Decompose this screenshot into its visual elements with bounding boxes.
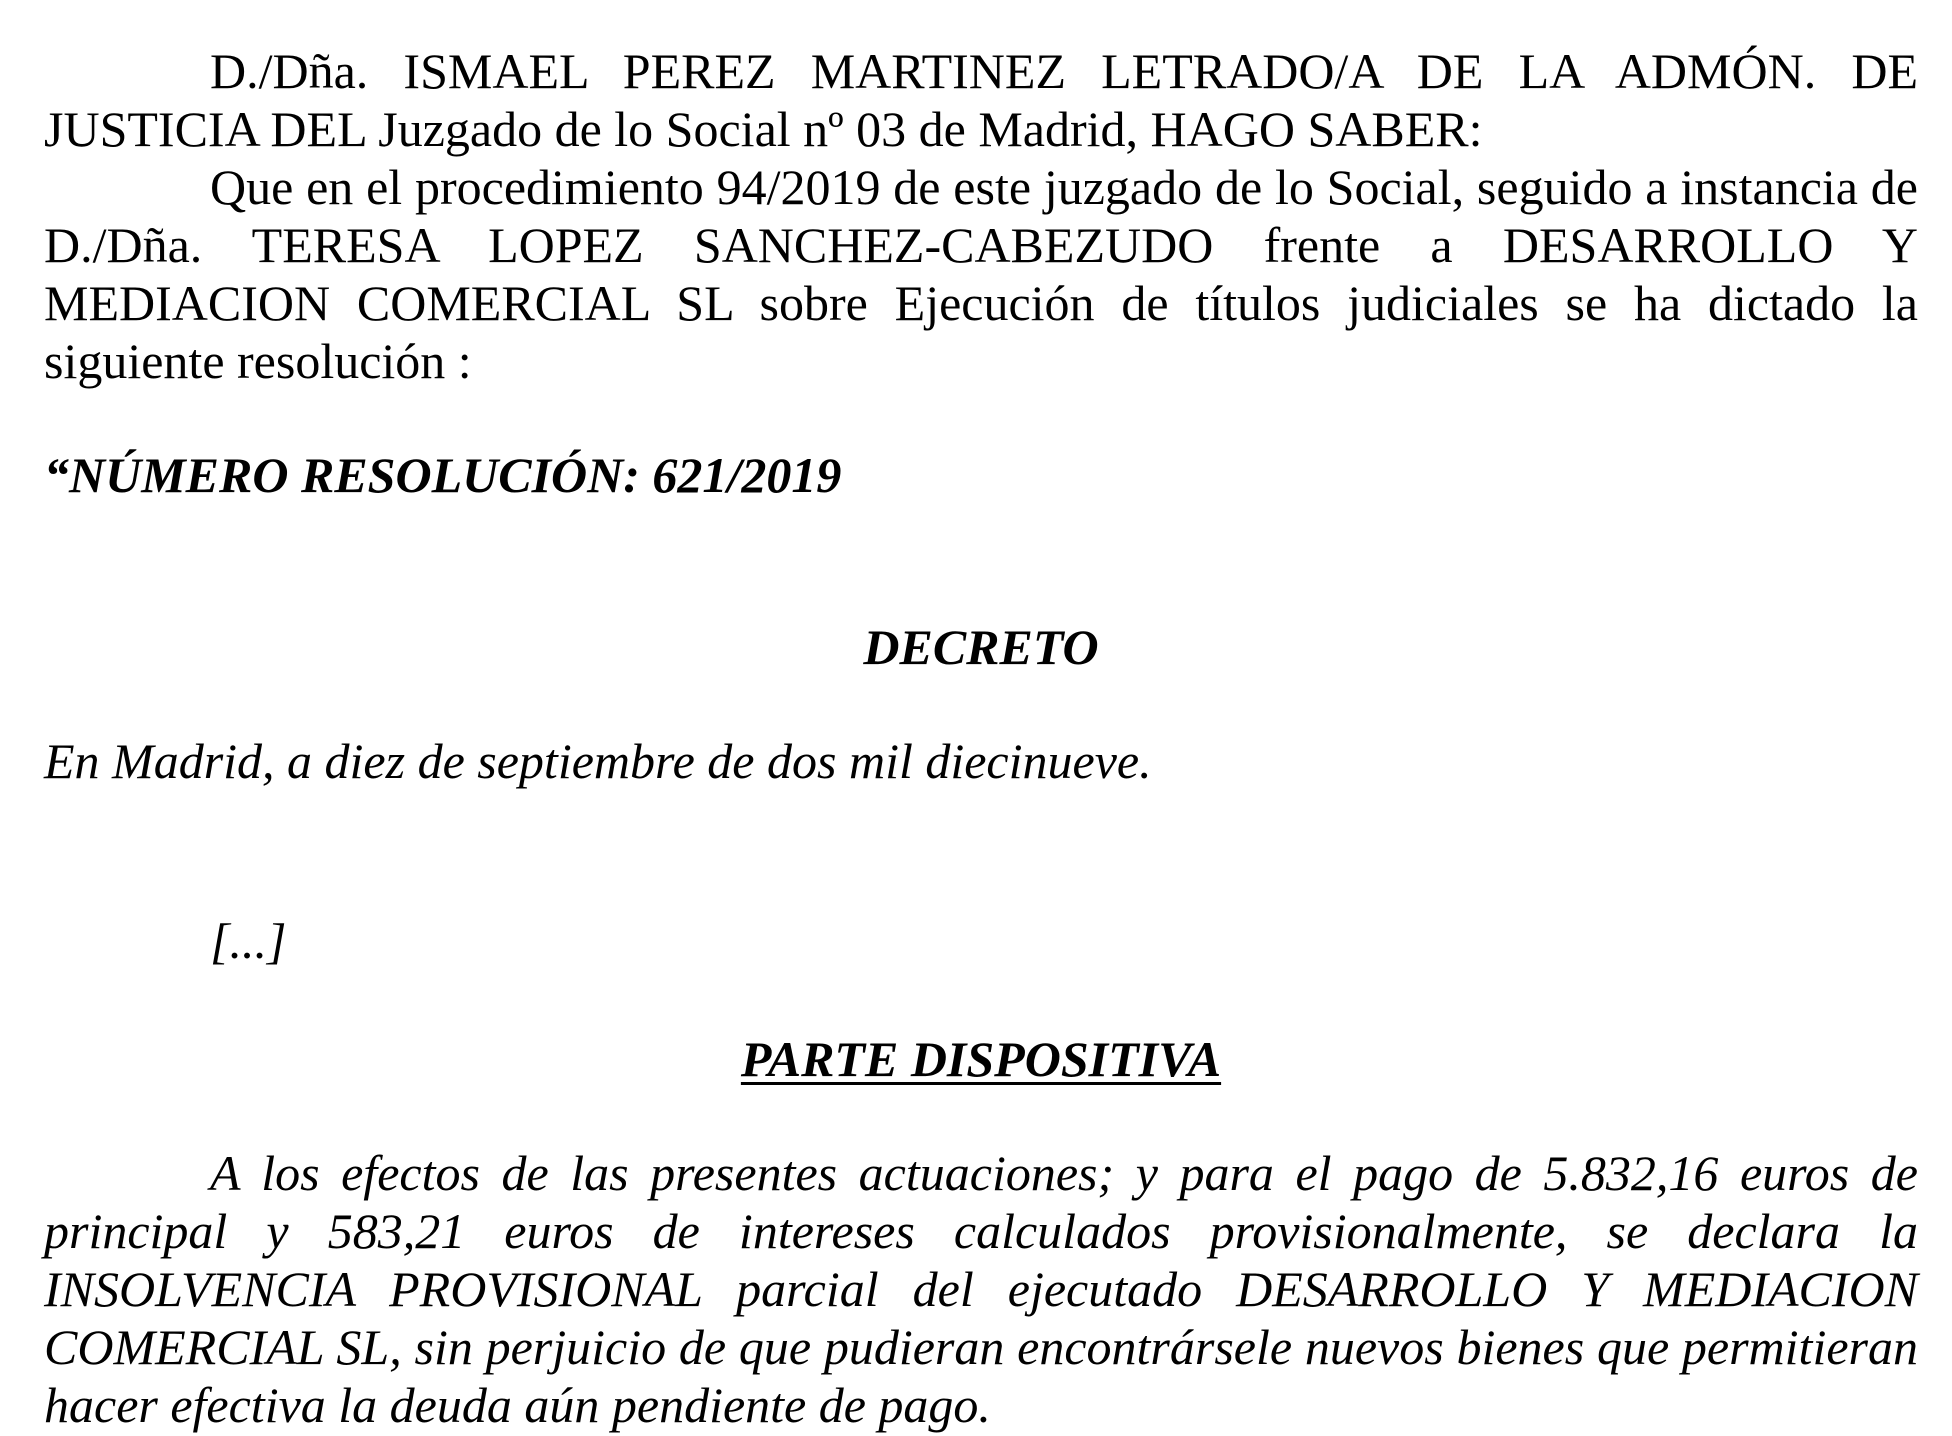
intro-paragraph: D./Dña. ISMAEL PEREZ MARTINEZ LETRADO/A DE LA ADMÓN. DE JUSTICIA DEL Juzgado de lo Social nº 03 de Madrid, HAGO SABER:	[44, 43, 1918, 157]
section-title	[44, 1030, 1918, 1088]
procedure-paragraph: Que en el procedimiento 94/2019 de este juzgado de lo Social, seguido a instancia de D./Dña. TERESA LOPEZ SANCHEZ-CABEZUDO frente a DESARROLLO Y MEDIACION COMERCIAL SL sobre Ejecución de títulos judiciales se ha dictado la siguiente resolución :	[44, 159, 1918, 389]
ellipsis-marker: [...]	[210, 913, 287, 969]
decree-title: DECRETO	[863, 619, 1099, 675]
resolution-number: “NÚMERO RESOLUCIÓN: 621/2019	[44, 447, 842, 503]
date-line: En Madrid, a diez de septiembre de dos mil diecinueve.	[44, 733, 1152, 789]
dispositive-paragraph: A los efectos de las presentes actuaciones; y para el pago de 5.832,16 euros de principal y 583,21 euros de intereses calculados provisionalmente, se declara la INSOLVENCIA PROVISIONAL parcial del ejecutado DESARROLLO Y MEDIACION COMERCIAL SL, sin perjuicio de que pudieran encontrársele nuevos bienes que permitieran hacer efectiva la deuda aún pendiente de pago.	[44, 1145, 1918, 1433]
section-title-text: PARTE DISPOSITIVA	[740, 1031, 1222, 1087]
